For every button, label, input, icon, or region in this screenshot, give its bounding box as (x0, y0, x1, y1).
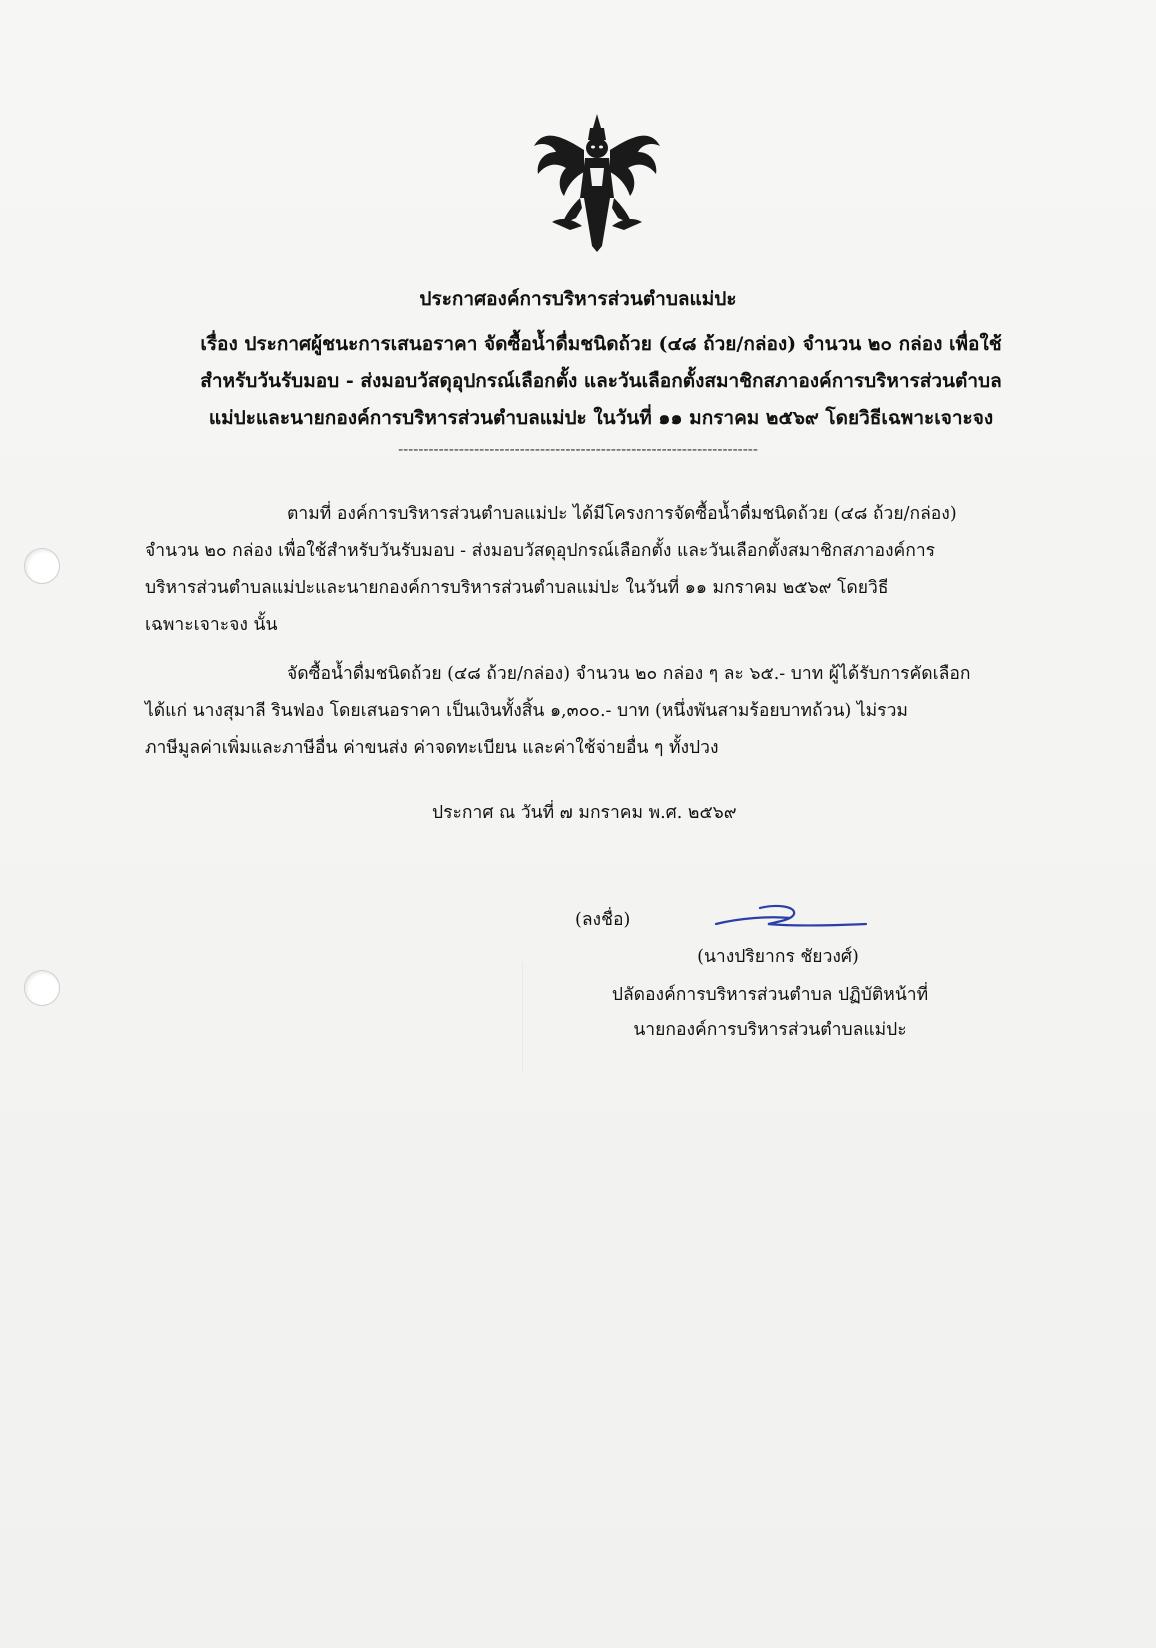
paper-fold-mark (522, 962, 523, 1072)
paragraph-line: บริหารส่วนตำบลแม่ปะและนายกองค์การบริหารส่วนตำบลแม่ปะ ในวันที่ ๑๑ มกราคม ๒๕๖๙ โดยวิธี (145, 578, 889, 598)
subject-line: สำหรับวันรับมอบ - ส่งมอบวัสดุอุปกรณ์เลือกตั้ง และวันเลือกตั้งสมาชิกสภาองค์การบริหารส่วนตำบล (200, 370, 1002, 392)
sign-label: (ลงชื่อ) (575, 910, 631, 930)
divider-line: ----------------------------------------------------------------------- (398, 440, 758, 458)
paragraph-line: จัดซื้อน้ำดื่มชนิดถ้วย (๔๘ ถ้วย/กล่อง) จำนวน ๒๐ กล่อง ๆ ละ ๖๕.- บาท ผู้ได้รับการคัดเลือก (287, 664, 971, 684)
paragraph-line: ตามที่ องค์การบริหารส่วนตำบลแม่ปะ ได้มีโครงการจัดซื้อน้ำดื่มชนิดถ้วย (๔๘ ถ้วย/กล่อง) (287, 504, 957, 524)
signatory-position: นายกองค์การบริหารส่วนตำบลแม่ปะ (633, 1020, 907, 1040)
paragraph-line: จำนวน ๒๐ กล่อง เพื่อใช้สำหรับวันรับมอบ - ส่งมอบวัสดุอุปกรณ์เลือกตั้ง และวันเลือกตั้งสมาชิกสภาองค์การ (145, 541, 936, 561)
paragraph-1 (145, 496, 1057, 644)
announce-date: ประกาศ ณ วันที่ ๗ มกราคม พ.ศ. ๒๕๖๙ (432, 803, 737, 823)
punch-hole-top (24, 548, 60, 584)
subject-line: แม่ปะและนายกองค์การบริหารส่วนตำบลแม่ปะ ในวันที่ ๑๑ มกราคม ๒๕๖๙ โดยวิธีเฉพาะเจาะจง (208, 407, 994, 429)
paragraph-line: ภาษีมูลค่าเพิ่มและภาษีอื่น ค่าขนส่ง ค่าจดทะเบียน และค่าใช้จ่ายอื่น ๆ ทั้งปวง (145, 738, 719, 758)
paragraph-2 (145, 656, 1057, 767)
punch-hole-bottom (24, 970, 60, 1006)
signatory-position: ปลัดองค์การบริหารส่วนตำบล ปฏิบัติหน้าที่ (611, 985, 929, 1005)
paragraph-line: เฉพาะเจาะจง นั้น (145, 615, 278, 635)
paragraph-line: ได้แก่ นางสุมาลี รินฟอง โดยเสนอราคา เป็นเงินทั้งสิ้น ๑,๓๐๐.- บาท (หนึ่งพันสามร้อยบาทถ้วน) ไม่รวม (145, 701, 908, 721)
subject-block (172, 326, 1030, 437)
signatory-name: (นางปริยากร ชัยวงศ์) (697, 947, 859, 967)
garuda-emblem-icon (522, 106, 672, 256)
handwritten-signature (710, 902, 870, 938)
document-title: ประกาศองค์การบริหารส่วนตำบลแม่ปะ (419, 288, 737, 310)
subject-line: เรื่อง ประกาศผู้ชนะการเสนอราคา จัดซื้อน้ำดื่มชนิดถ้วย (๔๘ ถ้วย/กล่อง) จำนวน ๒๐ กล่อง เพื่อใช้ (200, 333, 1002, 355)
